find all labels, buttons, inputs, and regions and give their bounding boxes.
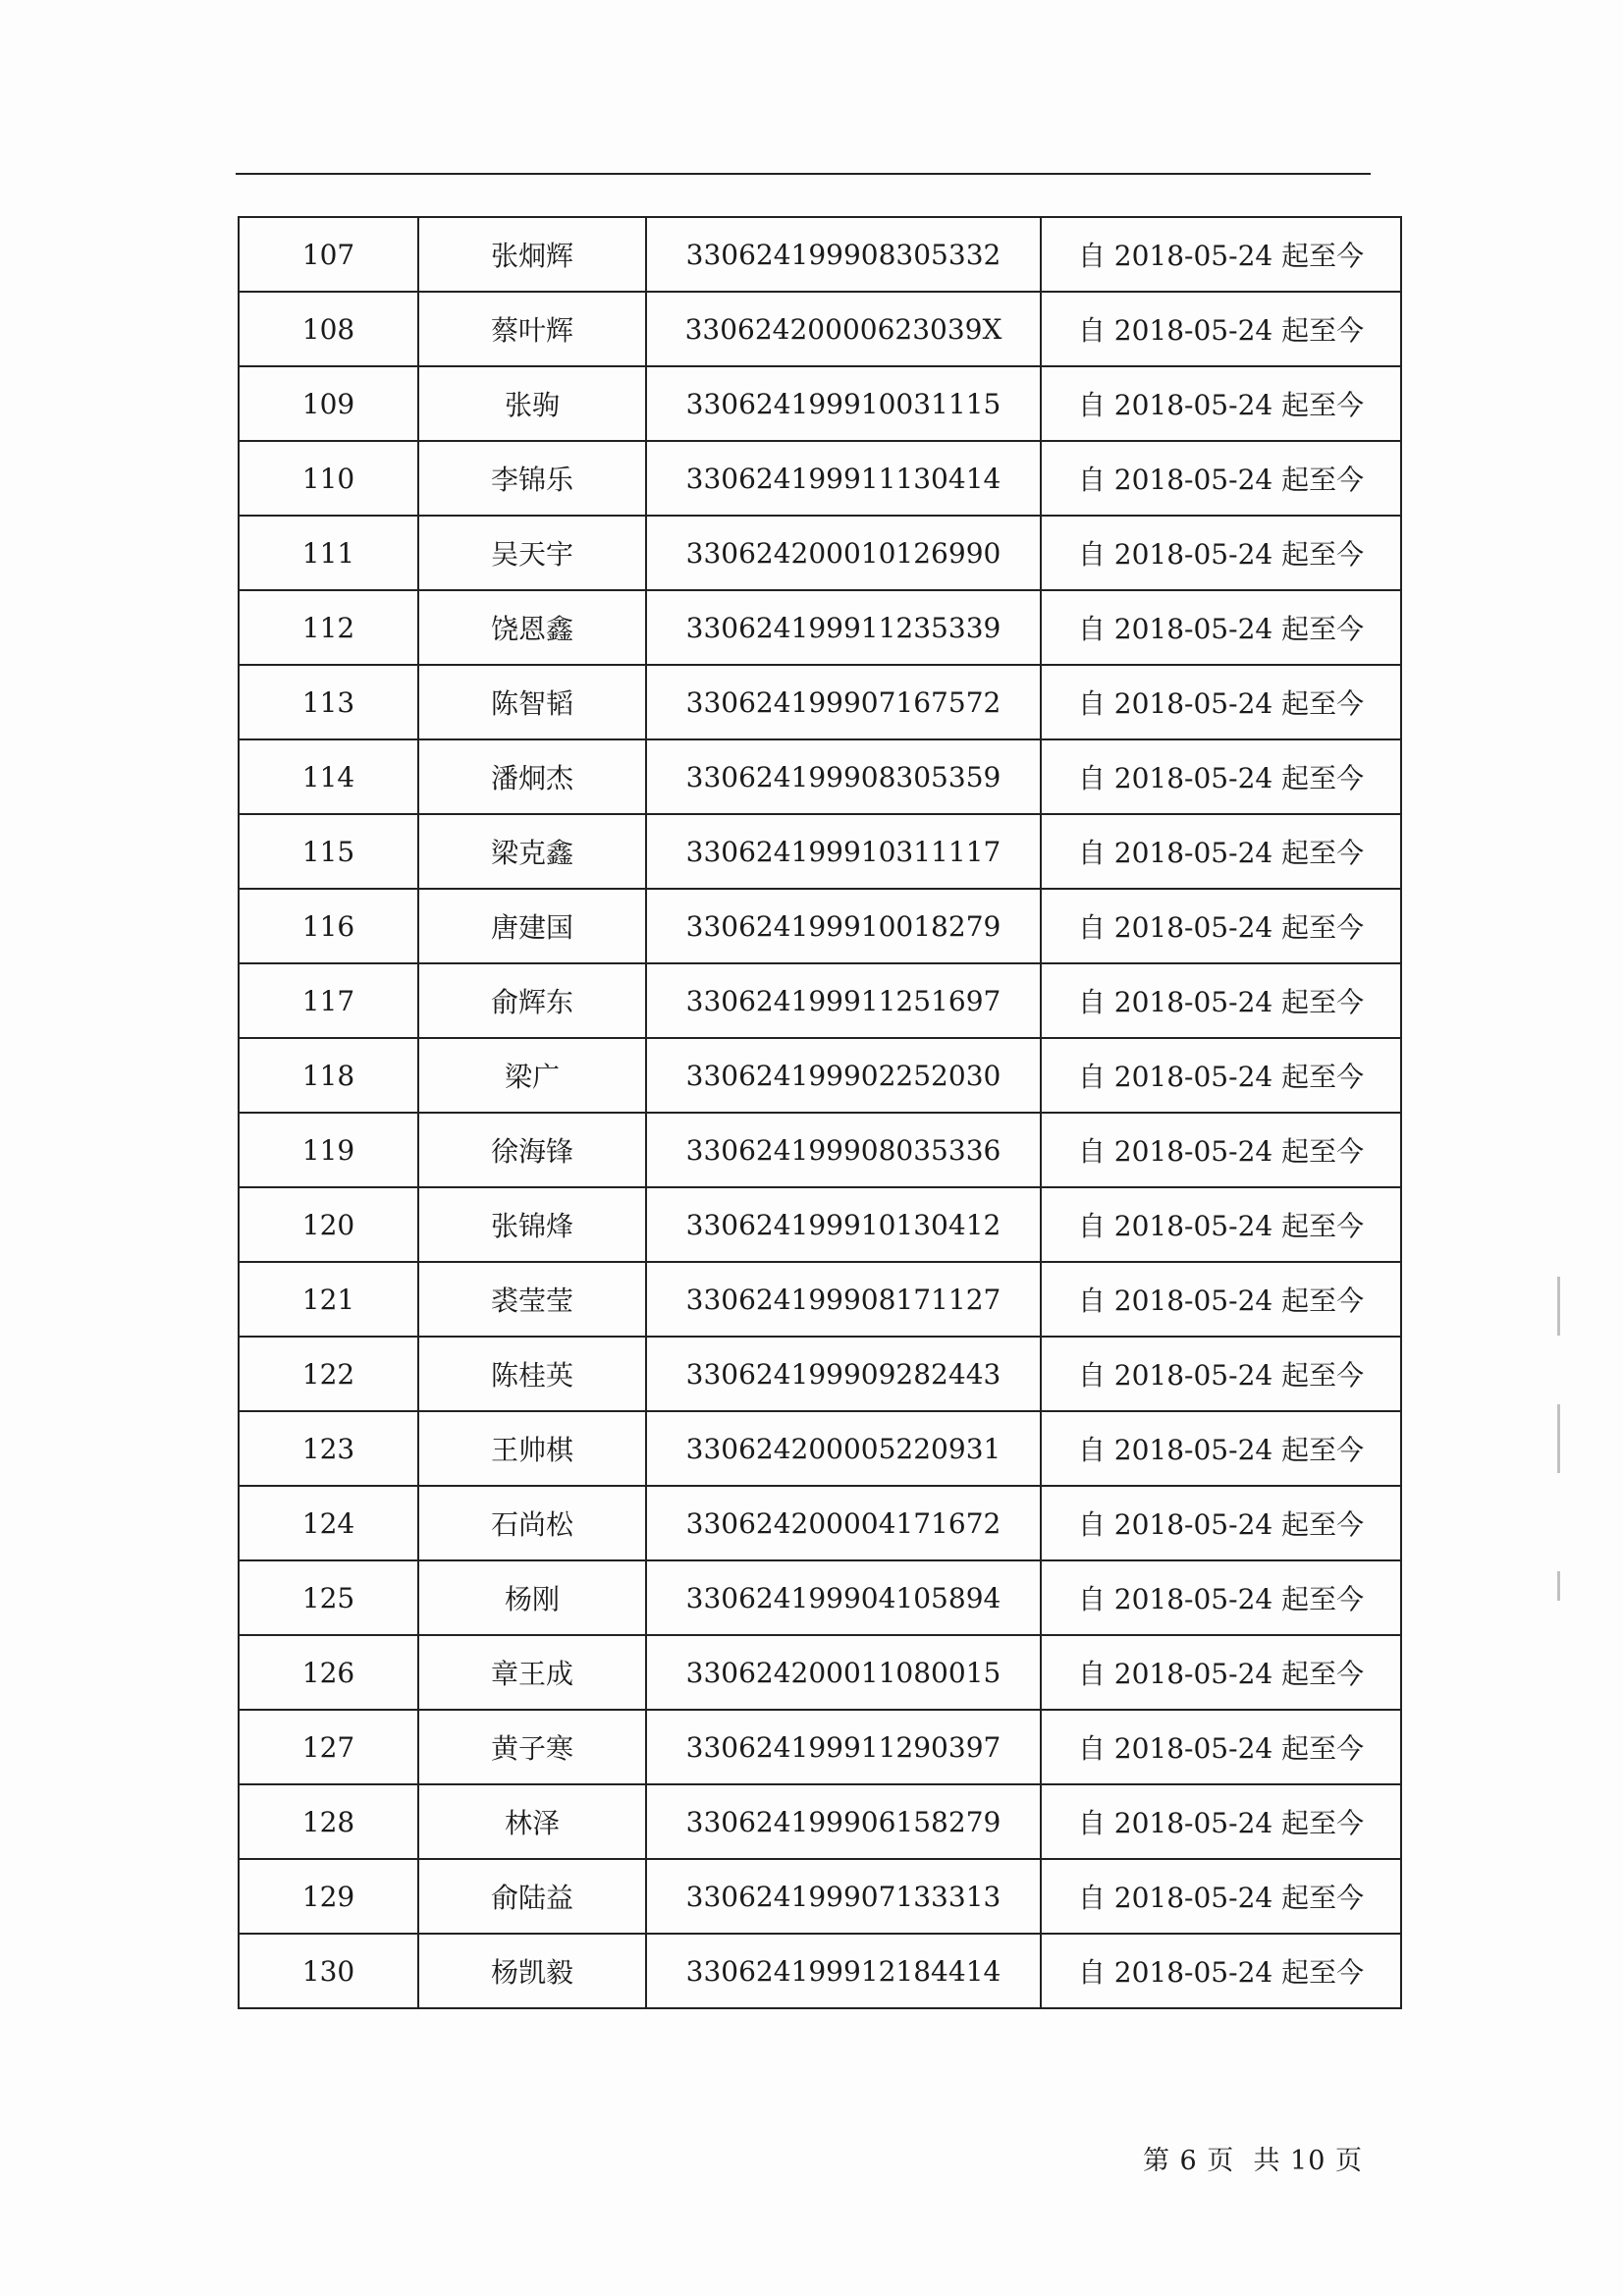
period-cell: 自 2018-05-24 起至今 bbox=[1041, 1262, 1401, 1337]
id-number-cell: 330624199911251697 bbox=[646, 963, 1041, 1038]
name-cell: 蔡叶辉 bbox=[418, 292, 646, 366]
id-number-cell: 330624199911130414 bbox=[646, 441, 1041, 516]
row-number-cell: 119 bbox=[239, 1113, 418, 1187]
row-number-cell: 130 bbox=[239, 1934, 418, 2008]
id-number-cell: 330624199908035336 bbox=[646, 1113, 1041, 1187]
name-cell: 裘莹莹 bbox=[418, 1262, 646, 1337]
period-cell: 自 2018-05-24 起至今 bbox=[1041, 1934, 1401, 2008]
period-cell: 自 2018-05-24 起至今 bbox=[1041, 814, 1401, 889]
row-number-cell: 128 bbox=[239, 1784, 418, 1859]
row-number-cell: 112 bbox=[239, 590, 418, 665]
row-number-cell: 109 bbox=[239, 366, 418, 441]
row-number-cell: 124 bbox=[239, 1486, 418, 1560]
period-cell: 自 2018-05-24 起至今 bbox=[1041, 1859, 1401, 1934]
period-cell: 自 2018-05-24 起至今 bbox=[1041, 590, 1401, 665]
name-cell: 石尚松 bbox=[418, 1486, 646, 1560]
period-cell: 自 2018-05-24 起至今 bbox=[1041, 1337, 1401, 1411]
table-row bbox=[239, 1560, 1401, 1635]
table-row bbox=[239, 1784, 1401, 1859]
table-row bbox=[239, 1859, 1401, 1934]
id-number-cell: 330624199907167572 bbox=[646, 665, 1041, 739]
row-number-cell: 118 bbox=[239, 1038, 418, 1113]
period-cell: 自 2018-05-24 起至今 bbox=[1041, 1560, 1401, 1635]
period-cell: 自 2018-05-24 起至今 bbox=[1041, 1411, 1401, 1486]
period-cell: 自 2018-05-24 起至今 bbox=[1041, 516, 1401, 590]
id-number-cell: 330624200011080015 bbox=[646, 1635, 1041, 1710]
table-row bbox=[239, 1337, 1401, 1411]
row-number-cell: 110 bbox=[239, 441, 418, 516]
period-cell: 自 2018-05-24 起至今 bbox=[1041, 1635, 1401, 1710]
row-number-cell: 126 bbox=[239, 1635, 418, 1710]
name-cell: 李锦乐 bbox=[418, 441, 646, 516]
name-cell: 梁广 bbox=[418, 1038, 646, 1113]
row-number-cell: 121 bbox=[239, 1262, 418, 1337]
name-cell: 陈智韬 bbox=[418, 665, 646, 739]
name-cell: 陈桂英 bbox=[418, 1337, 646, 1411]
id-number-cell: 330624199911235339 bbox=[646, 590, 1041, 665]
row-number-cell: 117 bbox=[239, 963, 418, 1038]
name-cell: 饶恩鑫 bbox=[418, 590, 646, 665]
table-row bbox=[239, 1187, 1401, 1262]
period-cell: 自 2018-05-24 起至今 bbox=[1041, 441, 1401, 516]
id-number-cell: 330624199910311117 bbox=[646, 814, 1041, 889]
header-rule bbox=[236, 173, 1371, 175]
period-cell: 自 2018-05-24 起至今 bbox=[1041, 1710, 1401, 1784]
table-row bbox=[239, 1113, 1401, 1187]
table-row bbox=[239, 814, 1401, 889]
roster-table bbox=[238, 216, 1402, 2009]
table-row bbox=[239, 739, 1401, 814]
period-cell: 自 2018-05-24 起至今 bbox=[1041, 1486, 1401, 1560]
id-number-cell: 330624199904105894 bbox=[646, 1560, 1041, 1635]
period-cell: 自 2018-05-24 起至今 bbox=[1041, 889, 1401, 963]
row-number-cell: 123 bbox=[239, 1411, 418, 1486]
name-cell: 张炯辉 bbox=[418, 217, 646, 292]
row-number-cell: 127 bbox=[239, 1710, 418, 1784]
id-number-cell: 330624199902252030 bbox=[646, 1038, 1041, 1113]
row-number-cell: 107 bbox=[239, 217, 418, 292]
period-cell: 自 2018-05-24 起至今 bbox=[1041, 366, 1401, 441]
id-number-cell: 330624200004171672 bbox=[646, 1486, 1041, 1560]
name-cell: 王帅棋 bbox=[418, 1411, 646, 1486]
table-row bbox=[239, 1411, 1401, 1486]
table-row bbox=[239, 963, 1401, 1038]
id-number-cell: 330624199907133313 bbox=[646, 1859, 1041, 1934]
table-row bbox=[239, 516, 1401, 590]
row-number-cell: 114 bbox=[239, 739, 418, 814]
table-row bbox=[239, 665, 1401, 739]
name-cell: 章王成 bbox=[418, 1635, 646, 1710]
name-cell: 张锦烽 bbox=[418, 1187, 646, 1262]
row-number-cell: 113 bbox=[239, 665, 418, 739]
table-row bbox=[239, 441, 1401, 516]
row-number-cell: 125 bbox=[239, 1560, 418, 1635]
row-number-cell: 129 bbox=[239, 1859, 418, 1934]
id-number-cell: 33062420000623039X bbox=[646, 292, 1041, 366]
table-row bbox=[239, 590, 1401, 665]
id-number-cell: 330624199912184414 bbox=[646, 1934, 1041, 2008]
table-row bbox=[239, 1934, 1401, 2008]
id-number-cell: 330624199908305359 bbox=[646, 739, 1041, 814]
id-number-cell: 330624199910031115 bbox=[646, 366, 1041, 441]
row-number-cell: 111 bbox=[239, 516, 418, 590]
name-cell: 黄子寒 bbox=[418, 1710, 646, 1784]
id-number-cell: 330624199906158279 bbox=[646, 1784, 1041, 1859]
id-number-cell: 330624199909282443 bbox=[646, 1337, 1041, 1411]
id-number-cell: 330624199910130412 bbox=[646, 1187, 1041, 1262]
id-number-cell: 330624200005220931 bbox=[646, 1411, 1041, 1486]
roster-table-body bbox=[239, 217, 1401, 2008]
page-number-label: 第 6 页 共 10 页 bbox=[1142, 2146, 1363, 2176]
period-cell: 自 2018-05-24 起至今 bbox=[1041, 739, 1401, 814]
table-row bbox=[239, 1038, 1401, 1113]
id-number-cell: 330624199910018279 bbox=[646, 889, 1041, 963]
name-cell: 潘炯杰 bbox=[418, 739, 646, 814]
row-number-cell: 120 bbox=[239, 1187, 418, 1262]
id-number-cell: 330624199908305332 bbox=[646, 217, 1041, 292]
row-number-cell: 108 bbox=[239, 292, 418, 366]
name-cell: 唐建国 bbox=[418, 889, 646, 963]
name-cell: 俞辉东 bbox=[418, 963, 646, 1038]
table-row bbox=[239, 217, 1401, 292]
table-row bbox=[239, 1635, 1401, 1710]
row-number-cell: 116 bbox=[239, 889, 418, 963]
id-number-cell: 330624199911290397 bbox=[646, 1710, 1041, 1784]
table-row bbox=[239, 366, 1401, 441]
table-row bbox=[239, 1486, 1401, 1560]
table-row bbox=[239, 889, 1401, 963]
table-row bbox=[239, 292, 1401, 366]
name-cell: 吴天宇 bbox=[418, 516, 646, 590]
name-cell: 杨凯毅 bbox=[418, 1934, 646, 2008]
scan-edge-marks bbox=[1553, 1277, 1593, 1630]
name-cell: 徐海锋 bbox=[418, 1113, 646, 1187]
period-cell: 自 2018-05-24 起至今 bbox=[1041, 1038, 1401, 1113]
row-number-cell: 115 bbox=[239, 814, 418, 889]
name-cell: 俞陆益 bbox=[418, 1859, 646, 1934]
table-row bbox=[239, 1710, 1401, 1784]
name-cell: 张驹 bbox=[418, 366, 646, 441]
page-footer bbox=[1143, 2139, 1363, 2177]
period-cell: 自 2018-05-24 起至今 bbox=[1041, 665, 1401, 739]
id-number-cell: 330624199908171127 bbox=[646, 1262, 1041, 1337]
name-cell: 杨刚 bbox=[418, 1560, 646, 1635]
id-number-cell: 330624200010126990 bbox=[646, 516, 1041, 590]
period-cell: 自 2018-05-24 起至今 bbox=[1041, 963, 1401, 1038]
name-cell: 梁克鑫 bbox=[418, 814, 646, 889]
period-cell: 自 2018-05-24 起至今 bbox=[1041, 1113, 1401, 1187]
row-number-cell: 122 bbox=[239, 1337, 418, 1411]
table-row bbox=[239, 1262, 1401, 1337]
period-cell: 自 2018-05-24 起至今 bbox=[1041, 1187, 1401, 1262]
period-cell: 自 2018-05-24 起至今 bbox=[1041, 217, 1401, 292]
period-cell: 自 2018-05-24 起至今 bbox=[1041, 292, 1401, 366]
period-cell: 自 2018-05-24 起至今 bbox=[1041, 1784, 1401, 1859]
name-cell: 林泽 bbox=[418, 1784, 646, 1859]
